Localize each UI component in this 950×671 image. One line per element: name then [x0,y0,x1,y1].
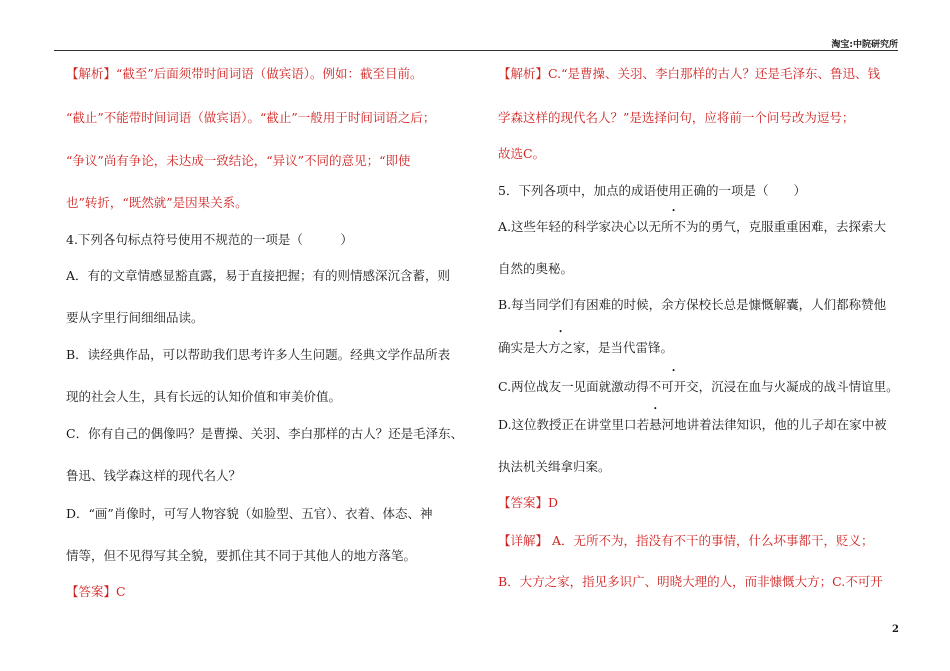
page-header [54,36,898,51]
q5-option-b-line-2: 确实是大方之家，是当代雷锋。 [498,340,674,355]
q5-option-d-line-1: D.这位教授正在讲堂里口若悬河地讲着法律知识，他的儿子却在家中被 [498,417,887,432]
analysis-c-line-1: 【解析】C.“是曹操、关羽、李白那样的古人？还是毛泽东、鲁迅、钱 [498,66,880,81]
q4-option-b-line-1: B．读经典作品，可以帮助我们思考许多人生问题。经典文学作品所表 [66,347,451,362]
q4-option-c-line-2: 鲁迅、钱学森这样的现代名人？ [66,468,242,483]
page-number: 2 [892,624,899,635]
q4-option-d-line-1: D．“画”肖像时，可写人物容貌（如脸型、五官）、衣着、体态、神 [66,506,433,521]
emphasized-idiom: 无所不为 [648,219,699,234]
q5-option-b-line-1: B.每当同学们有困难的时候，余方保校长总是慷慨解囊，人们都称赞他 [498,297,887,312]
analysis-line-3: “争议”尚有争论，未达成一致结论，“异议”不同的意见；“即使 [66,153,411,168]
q4-option-a-line-2: 要从字里行间细细品读。 [66,310,204,325]
q4-option-d-line-2: 情等，但不见得写其全貌，要抓住其不同于其他人的地方落笔。 [66,548,417,563]
q5-option-d-line-2: 执法机关缉拿归案。 [498,459,611,474]
q5-option-a-line-2: 自然的奥秘。 [498,261,574,276]
analysis-line-2: “截止”不能带时间词语（做宾语）。“截止”一般用于时间词语之后； [66,110,436,125]
q5-option-c-line-1: C.两位战友一见面就激动得不可开交，沉浸在血与火凝成的战斗情谊里。 [498,379,899,394]
analysis-line-1: 【解析】“截至”后面须带时间词语（做宾语）。例如：截至目前。 [66,66,423,81]
q4-option-b-line-2: 现的社会人生，具有长远的认知价值和审美价值。 [66,389,342,404]
q4-answer: 【答案】C [66,584,126,599]
q5-detail-line-1: 【详解】 A．无所不为，指没有不干的事情，什么坏事都干，贬义； [498,533,874,548]
analysis-c-line-2: 学森这样的现代名人？”是选择问句，应将前一个问号改为逗号； [498,110,855,125]
q4-option-c-line-1: C．你有自己的偶像吗？是曹操、关羽、李白那样的古人？还是毛泽东、 [66,426,464,441]
emphasized-idiom: 若悬河 [636,417,675,432]
q4-option-a-line-1: A．有的文章情感显豁直露，易于直接把握；有的则情感深沉含蓄，则 [66,268,451,283]
q5-detail-line-2: B．大方之家，指见多识广、明晓大理的人，而非慷慨大方；C.不可开 [498,574,883,589]
header-source: 淘宝:中院研究所 [831,40,898,50]
emphasized-idiom: 不可开交 [648,379,699,394]
analysis-line-4: 也”转折，“既然就”是因果关系。 [66,195,248,210]
question-4: 4.下列各句标点符号使用不规范的一项是（ ） [66,232,353,247]
question-5: 5．下列各项中，加点的成语使用正确的一项是（ ） [498,183,806,198]
q5-answer: 【答案】D [498,495,559,510]
analysis-c-line-3: 故选C。 [498,146,546,161]
q5-option-a-line-1: A.这些年轻的科学家决心以无所不为的勇气，克服重重困难，去探索大 [498,219,887,234]
emphasized-idiom: 大方之家 [535,340,586,355]
